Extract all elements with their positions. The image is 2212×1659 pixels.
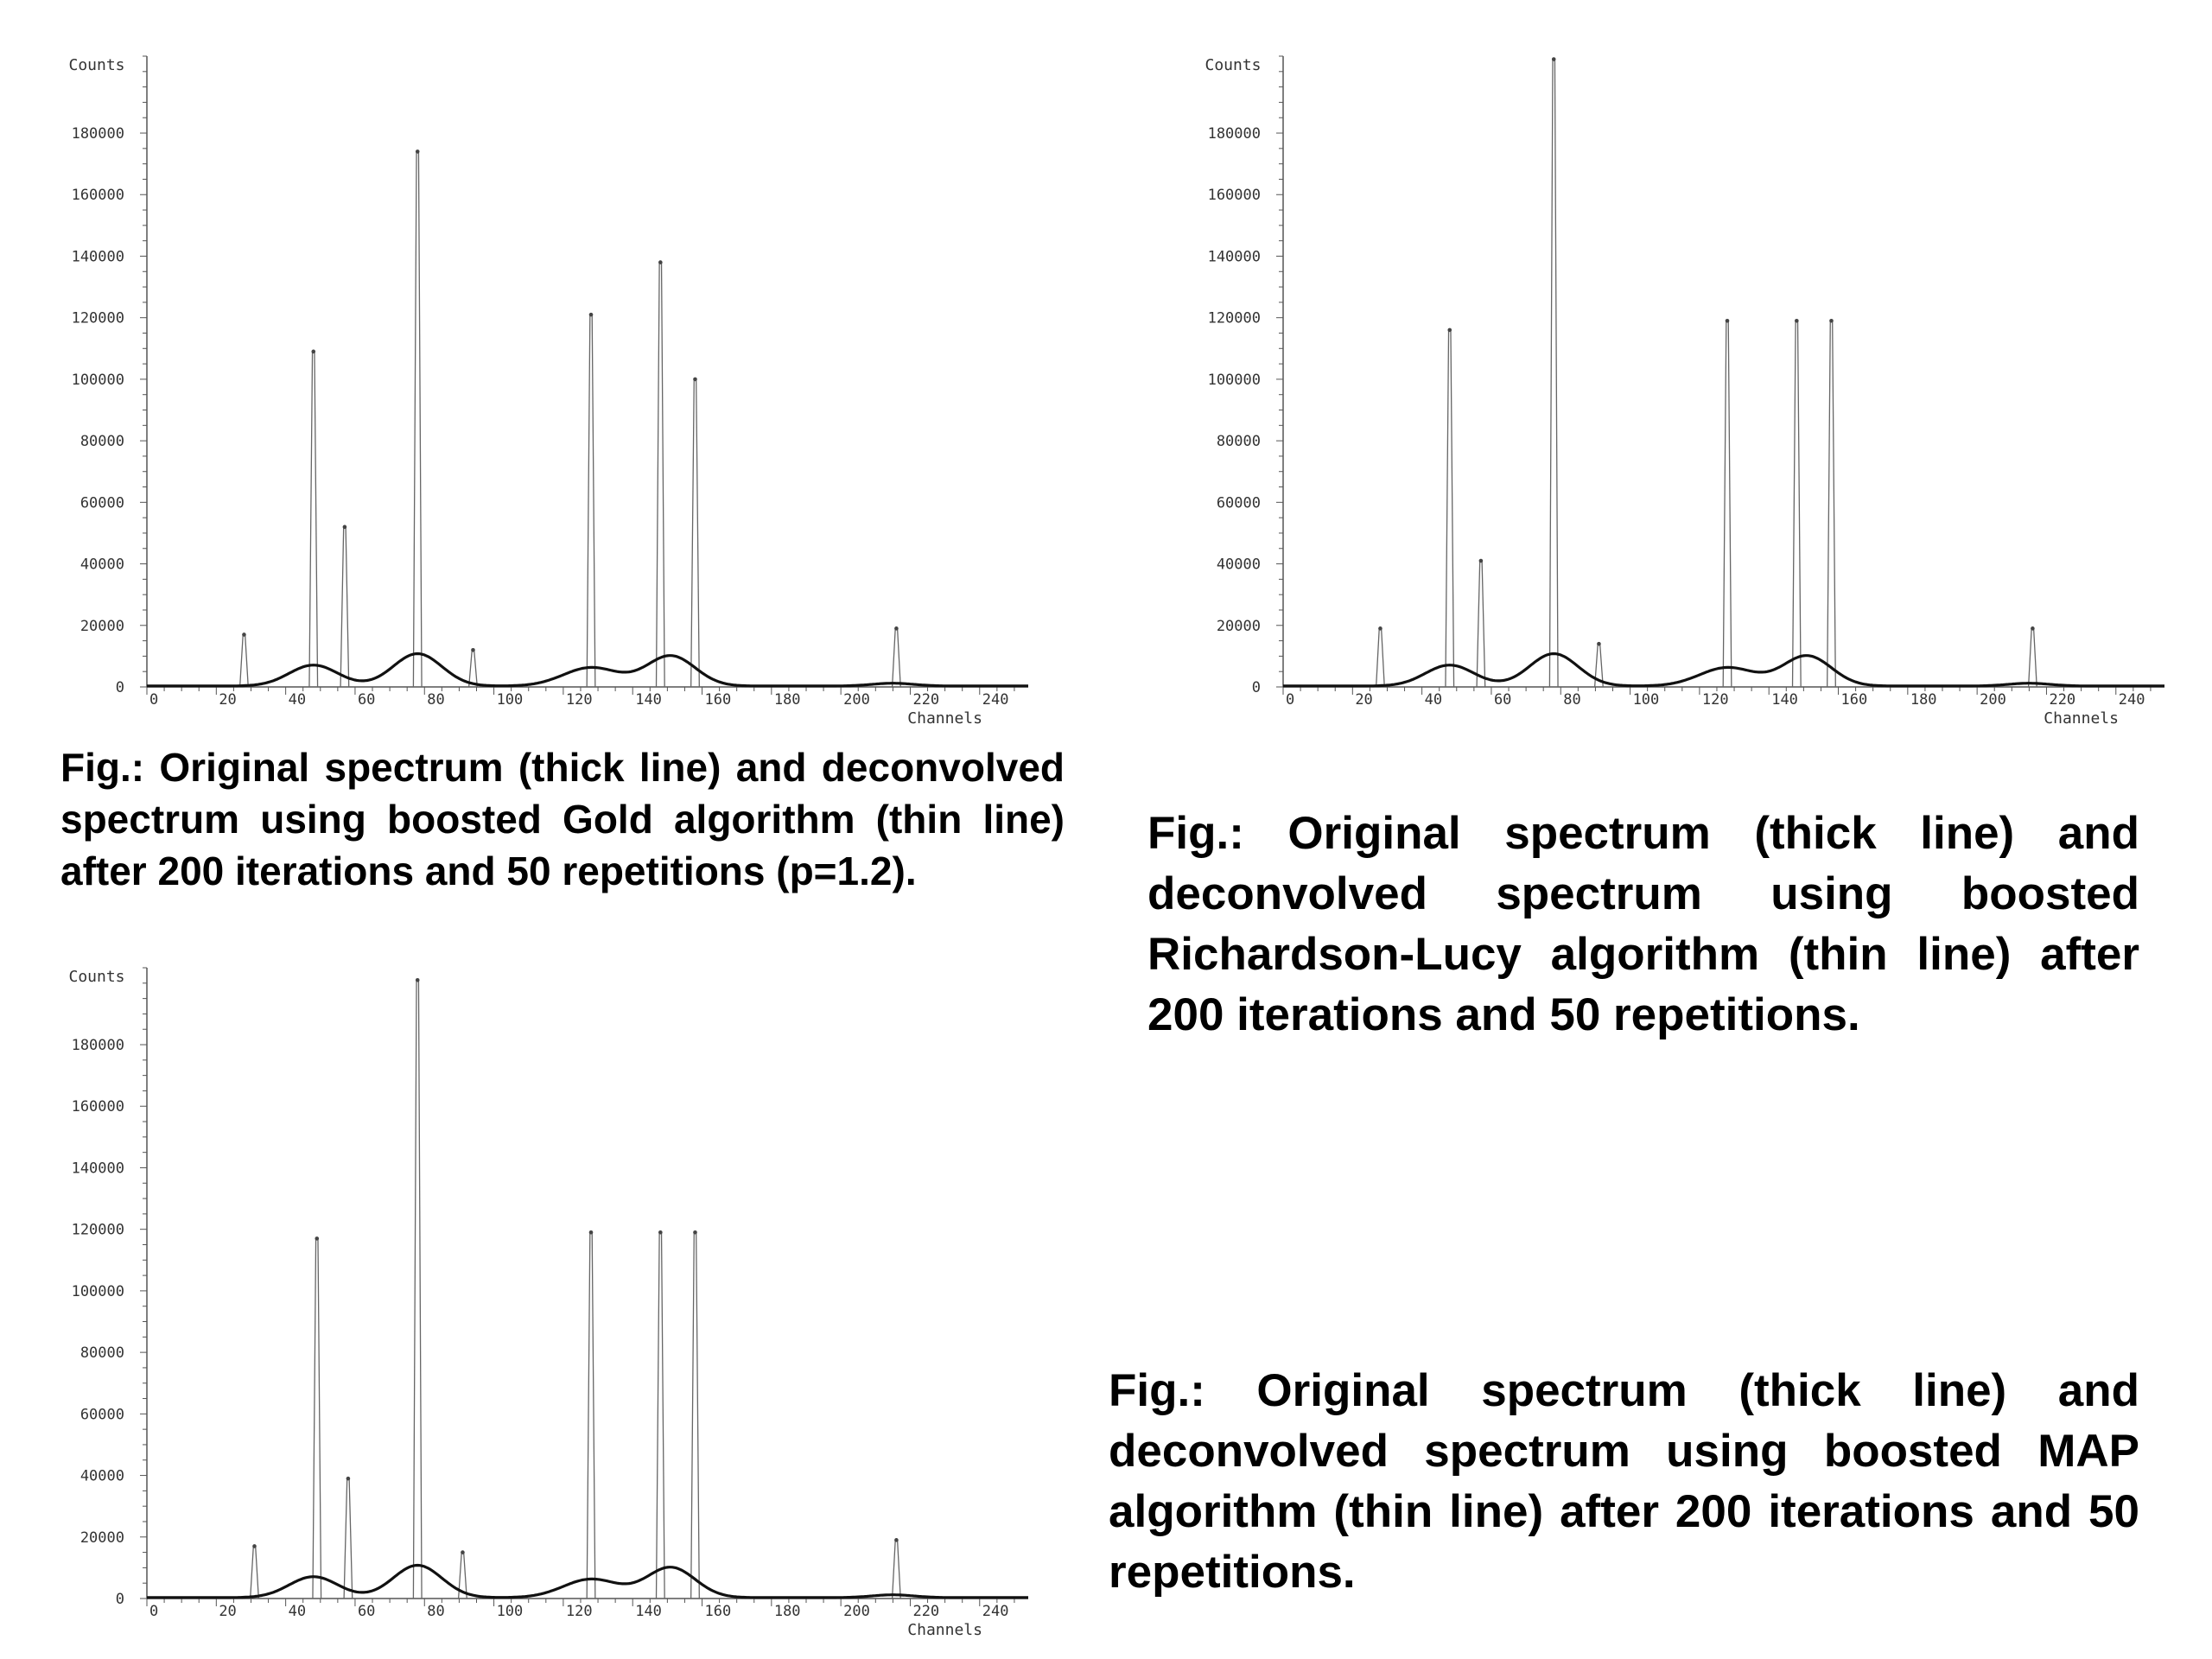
deconvolved-peak-marker	[1552, 57, 1556, 61]
deconvolved-peak-marker	[416, 149, 420, 154]
y-tick-label: 40000	[79, 556, 124, 574]
x-axis-label: Channels	[907, 1621, 982, 1639]
richardson-lucy-spectrum-chart	[1188, 48, 2173, 739]
deconvolved-peak	[587, 315, 595, 687]
x-tick-label: 100	[1632, 691, 1660, 709]
x-tick-label: 20	[219, 1603, 237, 1620]
y-tick-label: 0	[115, 679, 124, 696]
deconvolved-peak	[340, 527, 349, 687]
x-tick-label: 160	[1840, 691, 1868, 709]
x-axis-label: Channels	[907, 709, 982, 728]
deconvolved-peak	[1827, 321, 1836, 687]
deconvolved-peak	[413, 980, 422, 1599]
x-tick-label: 160	[704, 1603, 732, 1620]
deconvolved-peak	[657, 1232, 665, 1599]
deconvolved-peak-marker	[1597, 642, 1601, 646]
x-tick-label: 180	[773, 691, 801, 709]
deconvolved-peak-marker	[1829, 319, 1834, 323]
deconvolved-peak-marker	[311, 350, 315, 354]
deconvolved-peak-marker	[693, 378, 697, 382]
deconvolved-peak-marker	[894, 626, 899, 631]
deconvolved-peak	[657, 263, 665, 687]
x-tick-label: 200	[843, 1603, 870, 1620]
y-axis-label: Counts	[68, 56, 125, 74]
deconvolved-peak-marker	[658, 260, 663, 264]
deconvolved-peak-marker	[461, 1550, 465, 1554]
x-tick-label: 100	[496, 691, 524, 709]
deconvolved-peak	[1723, 321, 1732, 687]
deconvolved-peak-marker	[242, 632, 246, 637]
y-tick-label: 160000	[1207, 187, 1261, 205]
x-tick-label: 20	[219, 691, 237, 709]
x-tick-label: 40	[288, 691, 307, 709]
x-tick-label: 240	[982, 1603, 1009, 1620]
deconvolved-peak	[309, 352, 318, 687]
x-tick-label: 40	[1424, 691, 1443, 709]
y-tick-label: 40000	[1216, 556, 1261, 574]
y-tick-label: 100000	[1207, 371, 1261, 389]
x-tick-label: 0	[149, 1603, 159, 1620]
deconvolved-peak	[893, 628, 901, 687]
y-tick-label: 120000	[1207, 309, 1261, 327]
deconvolved-peak-marker	[1447, 328, 1452, 333]
deconvolved-peak	[251, 1546, 259, 1599]
deconvolved-peak	[1376, 628, 1385, 687]
map-figure-caption: Fig.: Original spectrum (thick line) and deconvolved spectrum using boosted MAP algorithm (thin line) after 200 iterations and 50 repetitions.	[1109, 1365, 2139, 1598]
deconvolved-peak-marker	[346, 1477, 351, 1481]
y-tick-label: 20000	[79, 1529, 124, 1547]
x-tick-label: 80	[427, 1603, 445, 1620]
y-tick-label: 120000	[71, 1221, 124, 1239]
deconvolved-peak	[313, 1238, 321, 1599]
x-tick-label: 100	[496, 1603, 524, 1620]
x-tick-label: 120	[565, 691, 593, 709]
gold-figure-caption: Fig.: Original spectrum (thick line) and deconvolved spectrum using boosted Gold algorithm (thin line) after 200 iterations and 50 repetitions (p=1.2).	[60, 745, 1065, 893]
deconvolved-peak-marker	[2031, 626, 2035, 631]
deconvolved-peak-marker	[416, 978, 420, 982]
x-tick-label: 120	[1701, 691, 1729, 709]
x-tick-label: 160	[704, 691, 732, 709]
x-tick-label: 60	[357, 691, 376, 709]
deconvolved-peak-marker	[1795, 319, 1799, 323]
x-tick-label: 20	[1355, 691, 1373, 709]
x-tick-label: 80	[1563, 691, 1581, 709]
x-tick-label: 180	[1910, 691, 1937, 709]
y-tick-label: 140000	[71, 248, 124, 266]
x-tick-label: 240	[982, 691, 1009, 709]
deconvolved-peak	[469, 650, 478, 687]
y-tick-label: 140000	[1207, 248, 1261, 266]
deconvolved-peak-marker	[315, 1236, 319, 1241]
x-axis-label: Channels	[2044, 709, 2119, 728]
gold-spectrum-chart	[52, 48, 1037, 739]
deconvolved-peak	[240, 634, 249, 687]
deconvolved-peak-marker	[471, 648, 475, 652]
deconvolved-peak	[1793, 321, 1802, 687]
deconvolved-peak	[893, 1540, 901, 1599]
y-tick-label: 60000	[79, 1406, 124, 1424]
y-tick-label: 20000	[1216, 617, 1261, 635]
x-tick-label: 140	[1771, 691, 1798, 709]
y-tick-label: 60000	[79, 494, 124, 512]
y-tick-label: 100000	[71, 371, 124, 389]
y-tick-label: 180000	[71, 125, 124, 143]
x-tick-label: 220	[912, 1603, 940, 1620]
x-tick-label: 40	[288, 1603, 307, 1620]
deconvolved-peak	[1549, 60, 1558, 687]
y-tick-label: 40000	[79, 1467, 124, 1485]
richardson-lucy-figure-caption: Fig.: Original spectrum (thick line) and deconvolved spectrum using boosted Richardson-Lucy algorithm (thin line) after 200 iterations and 50 repetitions.	[1147, 808, 2139, 1040]
y-axis-label: Counts	[68, 968, 125, 986]
deconvolved-peak	[413, 151, 422, 687]
deconvolved-peak-marker	[1479, 559, 1484, 563]
deconvolved-peak	[587, 1232, 595, 1599]
x-tick-label: 200	[1980, 691, 2006, 709]
x-tick-label: 220	[912, 691, 940, 709]
y-tick-label: 80000	[79, 1344, 124, 1363]
deconvolved-peak-marker	[252, 1544, 257, 1548]
x-tick-label: 0	[1286, 691, 1295, 709]
y-tick-label: 160000	[71, 187, 124, 205]
deconvolved-peak-marker	[589, 313, 594, 317]
deconvolved-peak	[1477, 561, 1485, 687]
y-tick-label: 160000	[71, 1098, 124, 1116]
y-tick-label: 0	[115, 1591, 124, 1608]
y-tick-label: 100000	[71, 1282, 124, 1300]
deconvolved-peak-marker	[658, 1230, 663, 1235]
x-tick-label: 140	[635, 1603, 662, 1620]
x-tick-label: 120	[565, 1603, 593, 1620]
y-tick-label: 120000	[71, 309, 124, 327]
y-tick-label: 140000	[71, 1160, 124, 1178]
map-spectrum-chart	[52, 959, 1037, 1650]
y-tick-label: 180000	[71, 1037, 124, 1055]
x-tick-label: 200	[843, 691, 870, 709]
x-tick-label: 180	[773, 1603, 801, 1620]
x-tick-label: 60	[1493, 691, 1512, 709]
y-axis-label: Counts	[1205, 56, 1262, 74]
x-tick-label: 240	[2118, 691, 2145, 709]
deconvolved-peak-marker	[1726, 319, 1730, 323]
deconvolved-peak-marker	[343, 525, 347, 530]
x-tick-label: 140	[635, 691, 662, 709]
deconvolved-peak-marker	[693, 1230, 697, 1235]
deconvolved-peak-marker	[1378, 626, 1382, 631]
x-tick-label: 80	[427, 691, 445, 709]
deconvolved-peak	[2029, 628, 2037, 687]
y-tick-label: 60000	[1216, 494, 1261, 512]
y-tick-label: 80000	[1216, 433, 1261, 451]
deconvolved-peak	[1446, 330, 1454, 687]
x-tick-label: 220	[2049, 691, 2076, 709]
deconvolved-peak	[344, 1478, 353, 1599]
y-tick-label: 180000	[1207, 125, 1261, 143]
x-tick-label: 0	[149, 691, 159, 709]
x-tick-label: 60	[357, 1603, 376, 1620]
deconvolved-peak-marker	[894, 1538, 899, 1542]
deconvolved-peak	[691, 379, 700, 687]
y-tick-label: 80000	[79, 433, 124, 451]
deconvolved-peak	[691, 1232, 700, 1599]
deconvolved-peak-marker	[589, 1230, 594, 1235]
y-tick-label: 0	[1251, 679, 1261, 696]
y-tick-label: 20000	[79, 617, 124, 635]
